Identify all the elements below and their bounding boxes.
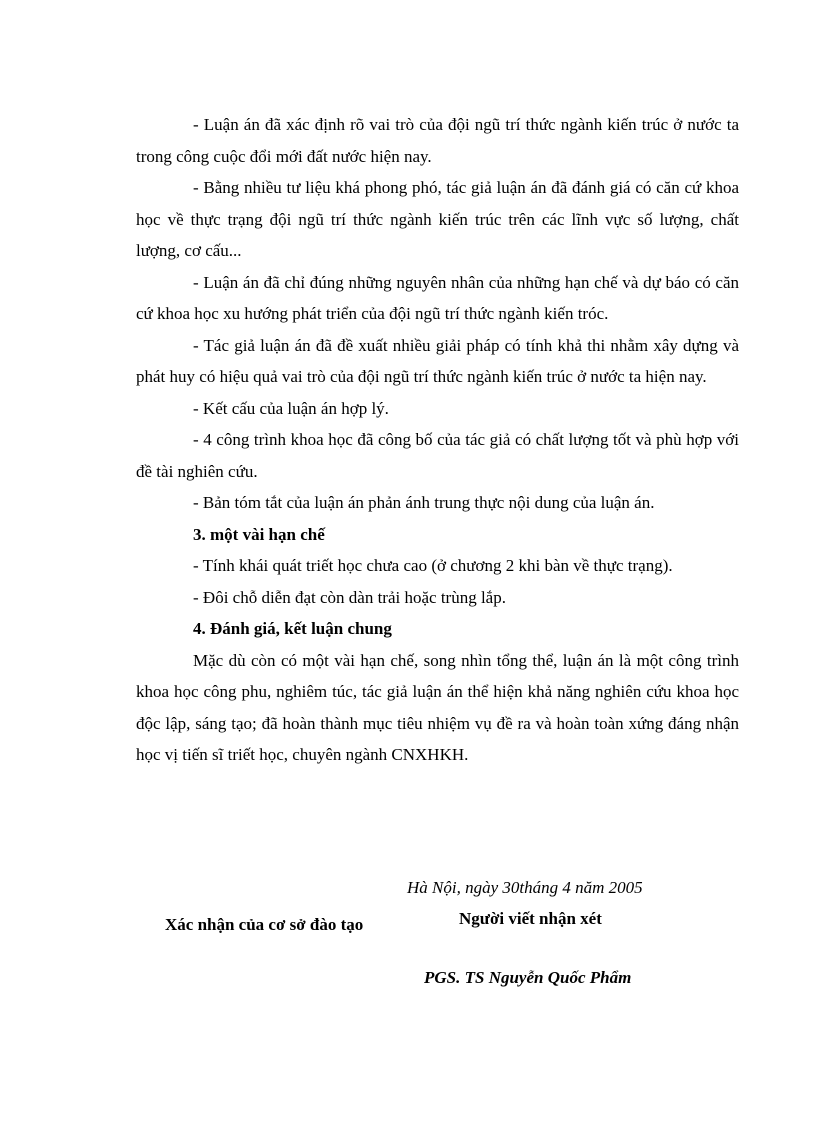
achievement-paragraph: - Bản tóm tắt của luận án phản ánh trung thực nội dung của luận án.: [193, 493, 655, 512]
achievement-paragraph: - Tác giả luận án đã đề xuất nhiều giải pháp có tính khả thi nhằm xây dựng và phát huy có hiệu quả vai trò của đội ngũ trí thức ngành kiến trúc ở nước ta hiện nay.: [136, 335, 739, 386]
writer-name: PGS. TS Nguyễn Quốc Phẩm: [424, 968, 632, 987]
achievement-paragraph: - Bằng nhiều tư liệu khá phong phó, tác giả luận án đã đánh giá có căn cứ khoa học về thực trạng đội ngũ trí thức ngành kiến trúc trên các lĩnh vực số lượng, chất lượng, cơ cấu...: [136, 178, 739, 260]
writer-label: Người viết nhận xét: [459, 909, 602, 928]
limitation-paragraph: - Tính khái quát triết học chưa cao (ở chương 2 khi bàn về thực trạng).: [193, 556, 673, 575]
confirmation-label: Xác nhận của cơ sở đào tạo: [165, 915, 364, 934]
section-heading-limitations: 3. một vài hạn chế: [193, 524, 325, 544]
limitation-paragraph: - Đôi chỗ diễn đạt còn dàn trải hoặc trùng lắp.: [193, 587, 506, 607]
achievement-paragraph: - 4 công trình khoa học đã công bố của tác giả có chất lượng tốt và phù hợp với đề tài nghiên cứu.: [136, 430, 739, 481]
section-heading-conclusion: 4. Đánh giá, kết luận chung: [193, 619, 392, 638]
achievement-paragraph: - Luận án đã chỉ đúng những nguyên nhân của những hạn chế và dự báo có căn cứ khoa học xu hướng phát triển của đội ngũ trí thức ngành kiến tróc.: [136, 272, 739, 323]
achievement-paragraph: - Kết cấu của luận án hợp lý.: [193, 398, 389, 418]
signature-date: Hà Nội, ngày 30tháng 4 năm 2005: [407, 878, 643, 897]
achievement-paragraph: - Luận án đã xác định rõ vai trò của đội ngũ trí thức ngành kiến trúc ở nước ta trong công cuộc đổi mới đất nước hiện nay.: [136, 115, 739, 166]
document-body: [136, 109, 739, 771]
conclusion-paragraph: Mặc dù còn có một vài hạn chế, song nhìn tổng thể, luận án là một công trình khoa học công phu, nghiêm túc, tác giả luận án thể hiện khả năng nghiên cứu khoa học độc lập, sáng tạo; đã hoàn thành mục tiêu nhiệm vụ đề ra và hoàn toàn xứng đáng nhận học vị tiến sĩ triết học, chuyên ngành CNXHKH.: [136, 650, 739, 764]
